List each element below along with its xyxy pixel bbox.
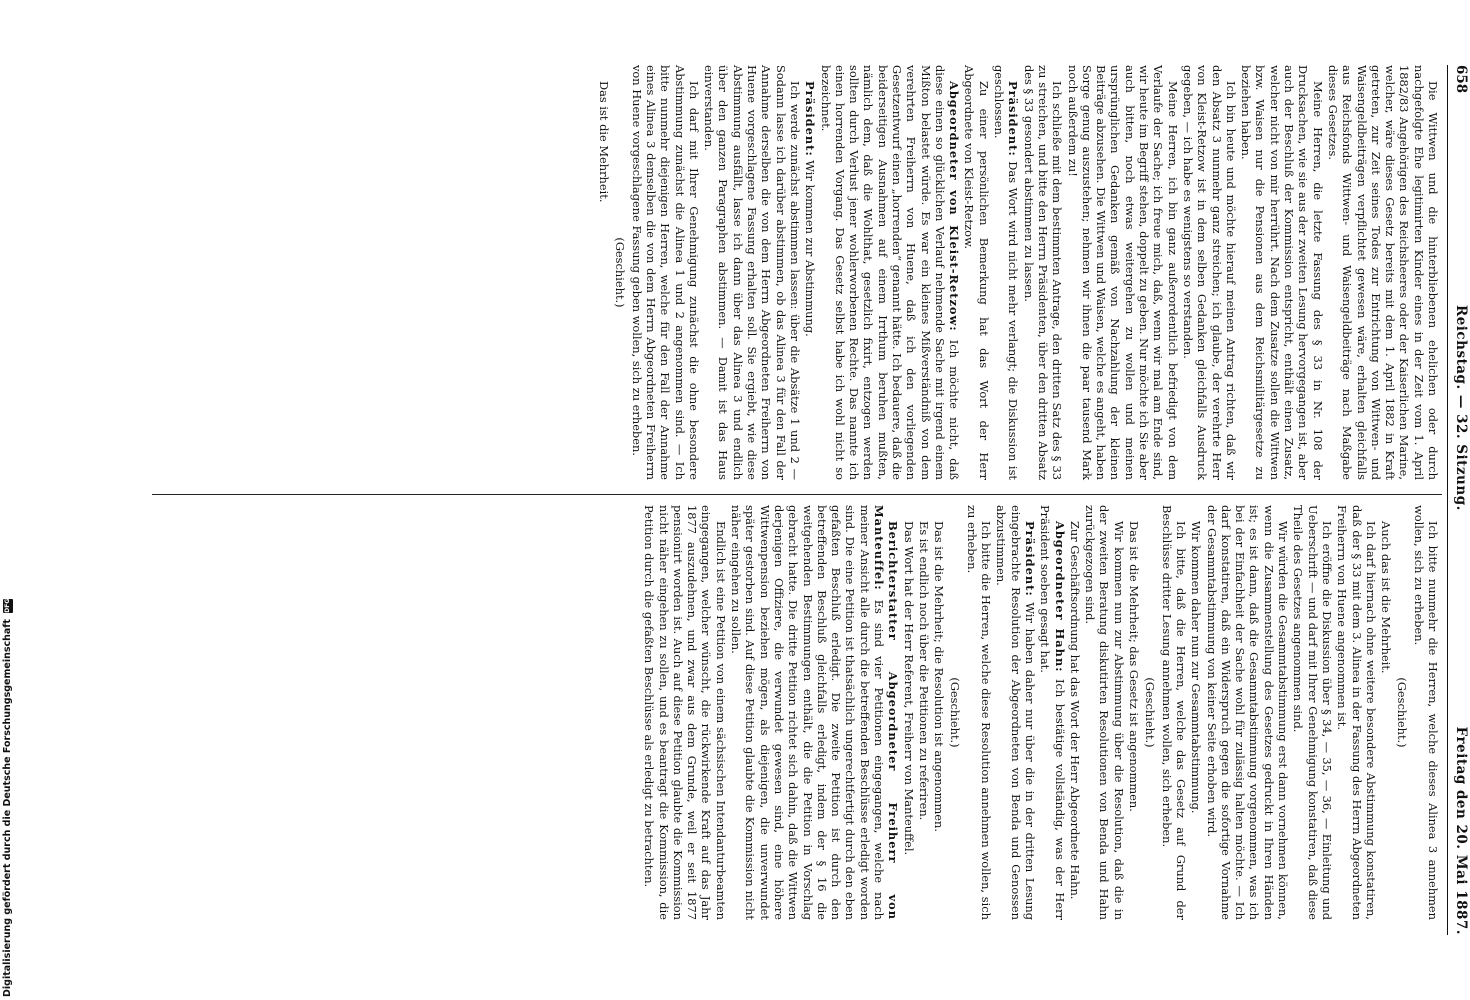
paragraph: Wir kommen daher nun zur Gesammtabstimmung. [1189, 521, 1204, 814]
speaker-name: Abgeordneter Hahn: [1052, 521, 1067, 673]
paragraph [994, 505, 1037, 920]
page-number: 658 [1453, 65, 1469, 94]
paragraph: Meine Herren, die letzte Fassung des § 33 in Nr. 108 der Drucksachen, wie sie aus der zweiten Lesung hervorgegangen ist, aber auch der Beschluß der Kommission entspricht, enthält einen Zusatz, welcher nicht von mir herrührt. Nach dem Zusatze sollen die Wittwen bzw. Waisen nur die Pensionen aus dem Reichsmilitärgesetze zu beziehen haben. [1239, 65, 1325, 480]
header-date: Freitag den 20. Mai 1887. [1453, 726, 1469, 935]
speech-text: Es sind vier Petitionen eingegangen, welche nach meiner Ansicht alle durch die betreffenden Beschlüsse erledigt worden sind. Die eine Petition ist thatsächlich ungerechtfertigt durch den eben gefaßten Beschluß erledigt. Die zweite Petition ist durch den betreffenden Beschluß gleichfalls erledigt, indem der § 16 die weitgehenden Bestimmungen enthält, die die Petition in Vorschlag gebracht hatte. Die dritte Petition richtet sich dahin, daß die Wittwen derjenigen Offiziere, die verwundet gewesen sind, eine höhere Wittwenpension beziehen mögen, als diejenigen, die unverwundet später gestorben sind. Auf diese Petition glaubte die Kommission nicht näher eingehen zu sollen. [729, 505, 887, 920]
stage-direction: (Geschieht.) [1143, 677, 1158, 748]
stage-direction: (Geschieht.) [948, 677, 963, 748]
speech-text: Ich bestätige vollständig, was der Herr Präsident soeben gesagt hat. [1038, 505, 1067, 921]
paragraph [729, 505, 901, 920]
paragraph [818, 65, 961, 480]
paragraph: Es ist endlich noch über die Petitionen zu referiren. [916, 521, 931, 821]
paragraph: Ich bitte die Herren, welche diese Resolution annehmen wollen, sich zu erheben. [964, 505, 994, 920]
paragraph: Ich schließe mit dem bestimmten Antrage, den dritten Satz des § 33 zu streichen, und bitte den Herrn Präsidenten, über den dritten Absatz des § 33 gesondert abstimmen zu lassen. [1021, 65, 1065, 480]
rotated-page-content [170, 65, 1470, 935]
speech-text: Wir haben daher nur über die in der dritten Lesung eingebrachte Resolution der Abgeordneten von Benda und Genossen abzustimmen. [994, 505, 1037, 920]
speaker-name: Präsident: [1022, 521, 1037, 597]
stage-direction: (Geschieht.) [613, 237, 628, 308]
speaker-name: Präsident: [803, 81, 818, 157]
paragraph: Ich werde zunächst abstimmen lassen: über die Absätze 1 und 2 — Sodann lasse ich darüber abstimmen, ob das Alinea 3 für den Fall der Annahme derselben die von dem Herrn Abgeordneten Freiherrn von Huene vorgeschlagene Fassung erhalten soll. Sie ergiebt, wie diese Abstimmung ausfällt, lasse ich dann über das Alinea 3 und endlich über den ganzen Paragraphen abstimmen. — Damit ist das Haus einverstanden. [702, 65, 802, 480]
speaker-name: Abgeordneter von Kleist-Retzow: [947, 81, 962, 332]
paragraph [992, 65, 1021, 480]
paragraph: Das ist die Mehrheit. [597, 81, 612, 203]
paragraph: Das Wort hat der Herr Referent, Freiherr von Manteuffel. [901, 521, 916, 856]
paragraph [1038, 505, 1067, 920]
speech-text: Das Wort wird nicht mehr verlangt; die Diskussion ist geschlossen. [992, 65, 1021, 480]
paragraph: Ich eröffne die Diskussion über § 34, — 35, — 36, — Einleitung und Ueberschrift — und darf mit Ihrer Genehmigung konstatiren, daß diese Theile des Gesetzes angenommen sind. [1291, 505, 1334, 920]
column-divider [152, 494, 1442, 495]
paragraph: Wir würden die Gesammtabstimmung erst dann vornehmen können, wenn die Zusammenstellung des Gesetzes gedruckt in Ihren Händen ist; es ist dann, daß die Gesammtabstimmung vorgenommen, was ich bei der Einfachheit der Sache wohl für zulässig halten möchte. — Ich darf konstatiren, daß ein Widerspruch gegen die sofortige Vornahme der Gesammtabstimmung von keiner Seite erhoben wird. [1204, 505, 1291, 920]
paragraph: Wir kommen nun zur Abstimmung über die Resolution, daß die in der zweiten Beratung diskutirten Resolutionen von Benda und Hahn zurückgezogen sind. [1083, 505, 1126, 920]
speech-text: Ich möchte nicht, daß diese einen so glücklichen Verlauf nehmende Sache mit irgend einem Mißton belastet würde. Es war ein kleines Mißverständniß von dem verehrten Freiherrn von Huene, daß ich den vorliegenden Gesetzentwurf einen „horrenden“ genannt hätte. Ich bedauere, daß die beiderseitigen Ausnahmen auf einem Irrthum beruhen mußten, nämlich dem, daß die Wohlthat, gesetzlich fixirt, entzogen werden sollten durch Verlust jener wohlerworbenen Rechte. Das nannte ich einen horrenden Vorgang. Das Gesetz selbst habe ich wohl nicht so bezeichnet. [818, 65, 962, 480]
paragraph: Ich bin heute und möchte hierauf meinen Antrag richten, daß wir den Absatz 3 nunmehr ganz streichen; ich glaube, der verehrte Herr von Kleist-Retzow ist in dem selben Gedanken gleichfalls Ausdruck gegeben, — ich habe es wenigstens so verstanden. [1180, 65, 1238, 480]
speech-text: Wir kommen zur Abstimmung. [803, 156, 818, 337]
paragraph: Meine Herren, ich bin ganz außerordentlich befriedigt von dem Verlaufe der Sache; ich freue mich, daß, wenn wir mal am Ende sind, wir heute im Begriff stehen, doppelt zu geben. Nur möchte ich Sie aber auch bitten, noch etwas weitergehen zu wollen und meinen ursprünglichen Gedanken gemäß von Nachzahlung der kleinen Beiträge abzusehen. Die Wittwen und Waisen, welche es angeht, haben Sorge genug auszustehen; nehmen wir ihnen die paar tausend Mark noch außerdem zu! [1065, 65, 1180, 480]
paragraph: Auch das ist die Mehrheit. [1379, 521, 1394, 674]
paragraph: Zu einer persönlichen Bemerkung hat das Wort der Herr Abgeordnete von Kleist-Retzow. [962, 65, 991, 480]
paragraph: Die Wittwen und die hinterbliebenen ehelichen oder durch nachgefolgte Ehe legitimirten Kinder eines in der Zeit vom 1. April 1882/83 Angehörigen des Reichsheeres oder der Kaiserlichen Marine, welcher, wäre dieses Gesetz bereits mit dem 1. April 1882 in Kraft getreten, zur Zeit seines Todes zur Entrichtung von Wittwen- und Waisengeldbeiträgen verpflichtet gewesen wäre, erhalten gleichfalls aus Reichsfonds Wittwen- und Waisengeldbeiträge nach Maßgabe dieses Gesetzes. [1325, 65, 1440, 480]
speaker-name: Präsident: [1006, 81, 1021, 157]
paragraph: Ich darf hiernach ohne weitere besondere Abstimmung konstatiren, daß der § 33 mit dem 3. Alinea in der Fassung des Herrn Abgeordneten Freiherrn von Huene angenommen ist. [1335, 505, 1378, 920]
paragraph: Endlich ist eine Petition von einem sächsischen Intendanturbeamten eingegangen, welcher wünscht, die rückwirkende Kraft auf das Jahr 1877 auszudehnen, und zwar aus dem Grunde, weil er seit 1877 pensionirt worden ist. Auch auf diese Petition glaubte die Kommission nicht näher eingehen zu sollen, und es beantragt die Kommission, die Petition durch die gefaßten Beschlüsse als erledigt zu betrachten. [642, 505, 728, 920]
paragraph [803, 65, 817, 480]
stage-direction: (Geschieht.) [1395, 677, 1410, 748]
page-header [1447, 65, 1470, 935]
paragraph: Das ist die Mehrheit; die Resolution ist angenommen. [932, 521, 947, 832]
credit-text: Digitalisierung gefördert durch die Deutsche Forschungsgemeinschaft [2, 619, 13, 997]
right-column [641, 505, 1440, 920]
paragraph: Ich bitte nunmehr die Herren, welche dieses Alinea 3 annehmen wollen, sich zu erheben. [1411, 505, 1440, 920]
left-column [596, 65, 1440, 480]
paragraph: Ich bitte, daß die Herren, welche das Gesetz auf Grund der Beschlüsse dritter Lesung annehmen wollen, sich erheben. [1159, 505, 1188, 920]
header-title: Reichstag. — 32. Sitzung. [1453, 305, 1469, 511]
speaker-name: Berichterstatter Abgeordneter Freiherr von Manteuffel: [872, 505, 901, 920]
digitization-credit [2, 599, 13, 997]
paragraph: Das ist die Mehrheit; das Gesetz ist angenommen. [1127, 521, 1142, 812]
dfg-logo-icon: DFG [3, 598, 11, 613]
paragraph: Zur Geschäftsordnung hat das Wort der Herr Abgeordnete Hahn. [1067, 521, 1082, 900]
paragraph: Ich darf mit Ihrer Genehmigung zunächst die ohne besondere Abstimmung zunächst die Alinea 1 und 2 angenommen sind. — Ich bitte nunmehr diejenigen Herren, welche für den Fall der Annahme eines Alinea 3 demselben die von dem Herrn Abgeordneten Freiherrn von Huene vorgeschlagene Fassung geben wollen, sich zu erheben. [629, 65, 701, 480]
